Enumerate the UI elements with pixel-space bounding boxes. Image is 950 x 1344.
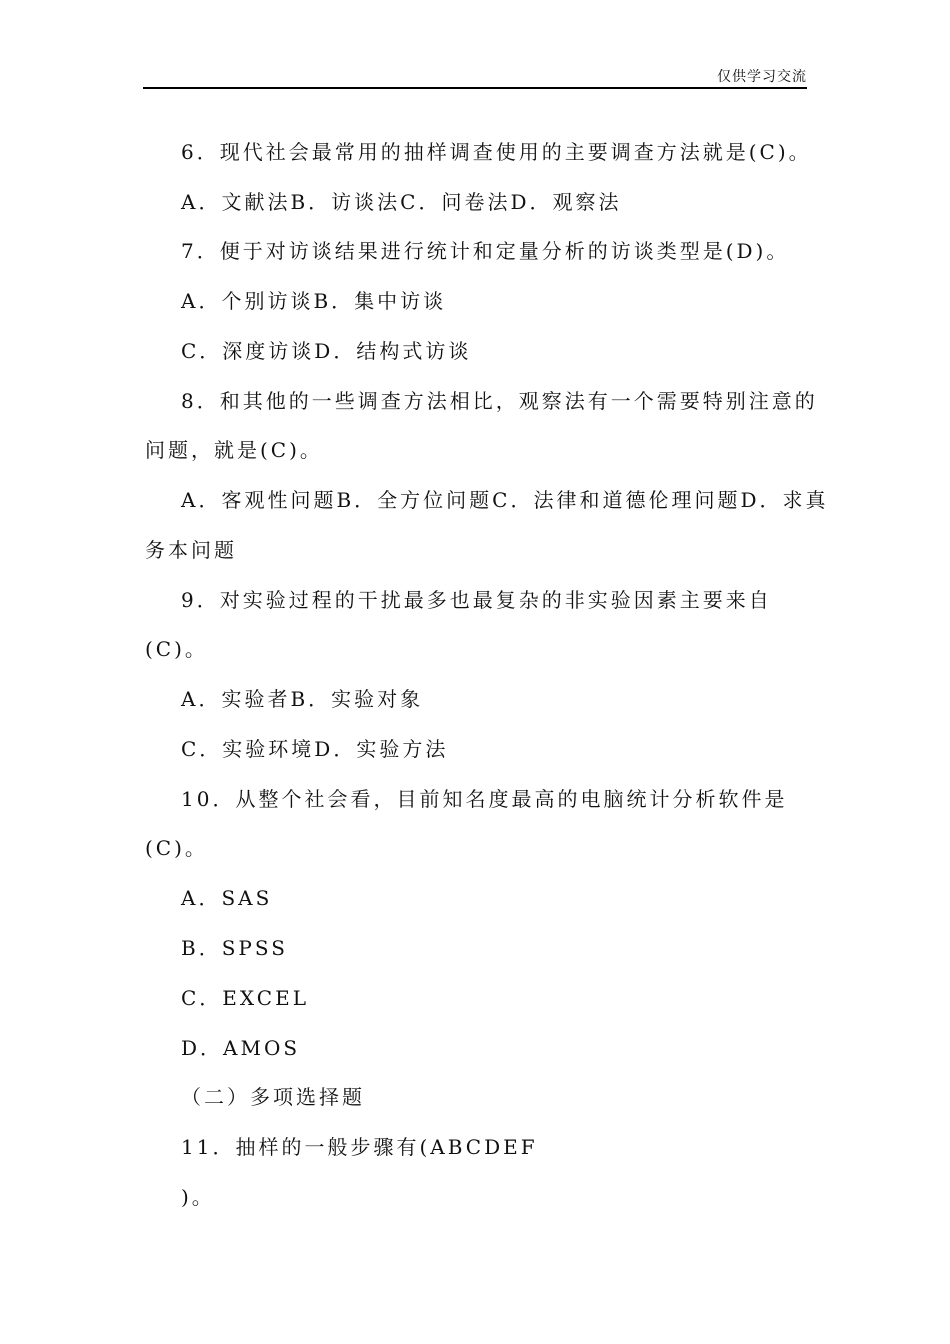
question-11-stem: 11．抽样的一般步骤有(ABCDEF (181, 1135, 538, 1159)
question-7-options-ab: A．个别访谈B．集中访谈 (181, 289, 447, 313)
question-10-stem: 10．从整个社会看，目前知名度最高的电脑统计分析软件是 (181, 787, 788, 811)
question-9-options-cd: C．实验环境D．实验方法 (181, 737, 449, 761)
question-10-option-b: B．SPSS (181, 936, 288, 960)
question-6-stem: 6．现代社会最常用的抽样调查使用的主要调查方法就是(C)。 (181, 140, 812, 164)
question-9-stem: 9．对实验过程的干扰最多也最复杂的非实验因素主要来自 (181, 588, 772, 612)
question-10-option-a: A．SAS (181, 886, 273, 910)
header-rule (143, 87, 807, 89)
question-11-stem-cont: )。 (181, 1185, 215, 1209)
question-8-options-cont: 务本问题 (145, 538, 237, 562)
question-10-option-c: C．EXCEL (181, 986, 309, 1010)
header-note: 仅供学习交流 (717, 69, 807, 85)
question-9-stem-cont: (C)。 (145, 637, 208, 661)
question-7-stem: 7．便于对访谈结果进行统计和定量分析的访谈类型是(D)。 (181, 239, 790, 263)
question-10-stem-cont: (C)。 (145, 836, 208, 860)
question-8-stem: 8．和其他的一些调查方法相比，观察法有一个需要特别注意的 (181, 389, 818, 413)
question-8-stem-cont: 问题，就是(C)。 (145, 438, 323, 462)
section-heading-multiple-choice: （二）多项选择题 (181, 1085, 365, 1109)
question-7-options-cd: C．深度访谈D．结构式访谈 (181, 339, 472, 363)
question-6-options: A．文献法B．访谈法C．问卷法D．观察法 (181, 190, 622, 214)
question-8-options: A．客观性问题B．全方位问题C．法律和道德伦理问题D．求真 (181, 488, 829, 512)
question-10-option-d: D．AMOS (181, 1036, 301, 1060)
question-9-options-ab: A．实验者B．实验对象 (181, 687, 424, 711)
